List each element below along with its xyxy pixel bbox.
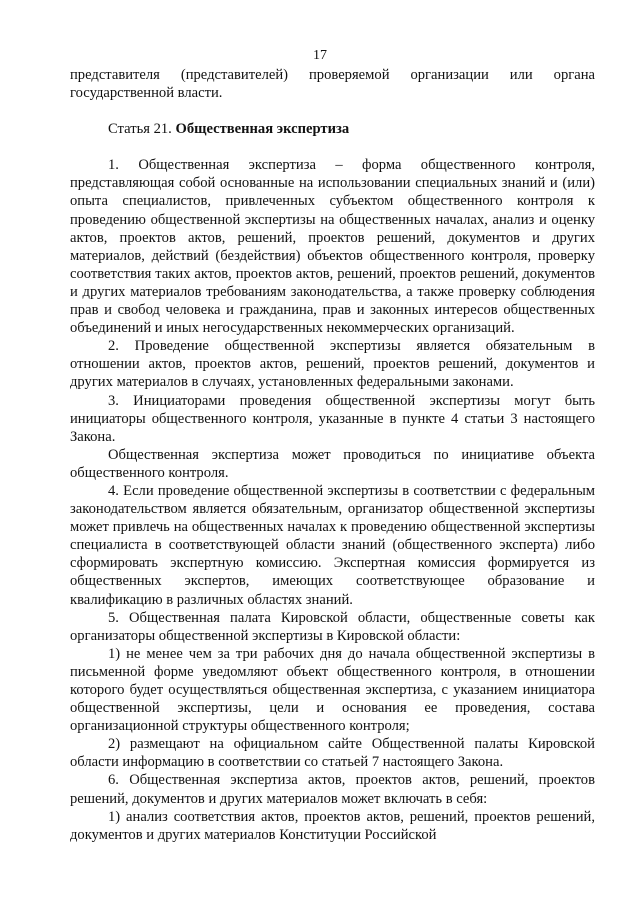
paragraph: 6. Общественная экспертиза актов, проектов актов, решений, проектов решений, документов и других материалов может включать в себя:	[70, 772, 595, 807]
intro-paragraph: представителя (представителей) проверяемой организации или органа государственной власти.	[70, 67, 595, 102]
paragraph: 2) размещают на официальном сайте Общественной палаты Кировской области информацию в соответствии со статьей 7 настоящего Закона.	[70, 736, 595, 771]
article-title: Общественная экспертиза	[175, 121, 350, 138]
page-number: 17	[313, 48, 327, 63]
paragraph: 1. Общественная экспертиза – форма общественного контроля, представляющая собой основанные на использовании специальных знаний и (или) опыта специалистов, привлеченных субъектом общественного контроля к проведению общественной экспертизы на общественных началах, анализ и оценку актов, проектов актов, решений, проектов решений, документов и других материалов, действий (бездействия) объектов общественного контроля, проверку соответствия таких актов, проектов актов, решений, проектов решений, документов и других материалов требованиям законодательства, а также проверку соблюдения прав и свобод человека и гражданина, прав и законных интересов общественных объединений и иных негосударственных некоммерческих организаций.	[70, 157, 595, 337]
document-body	[70, 66, 595, 844]
paragraph: 1) не менее чем за три рабочих дня до начала общественной экспертизы в письменной форме уведомляют объект общественного контроля, в отношении которого будет осуществляться общественная экспертиза, с указанием инициатора общественной экспертизы, цели и основания ее проведения, состава организационной структуры общественного контроля;	[70, 645, 595, 735]
paragraph: 2. Проведение общественной экспертизы является обязательным в отношении актов, проектов актов, решений, проектов решений, документов и других материалов в случаях, установленных федеральными законами.	[70, 338, 595, 391]
paragraph: Общественная экспертиза может проводиться по инициативе объекта общественного контроля.	[70, 446, 595, 481]
article-heading	[70, 120, 595, 138]
paragraph: 1) анализ соответствия актов, проектов актов, решений, проектов решений, документов и других материалов Конституции Российской	[70, 808, 595, 843]
paragraph: 4. Если проведение общественной экспертизы в соответствии с федеральным законодательством является обязательным, организатор общественной экспертизы может привлечь на общественных началах к проведению общественной экспертизы специалиста в соответствующей области знаний (общественного эксперта) либо сформировать экспертную комиссию. Экспертная комиссия формируется из общественных экспертов, имеющих соответствующее образование и квалификацию в различных областях знаний.	[70, 482, 595, 608]
paragraph: 3. Инициаторами проведения общественной экспертизы могут быть инициаторы общественного контроля, указанные в пункте 4 статьи 3 настоящего Закона.	[70, 392, 595, 445]
article-number: Статья 21.	[108, 121, 176, 138]
paragraph: 5. Общественная палата Кировской области, общественные советы как организаторы общественной экспертизы в Кировской области:	[70, 609, 595, 644]
